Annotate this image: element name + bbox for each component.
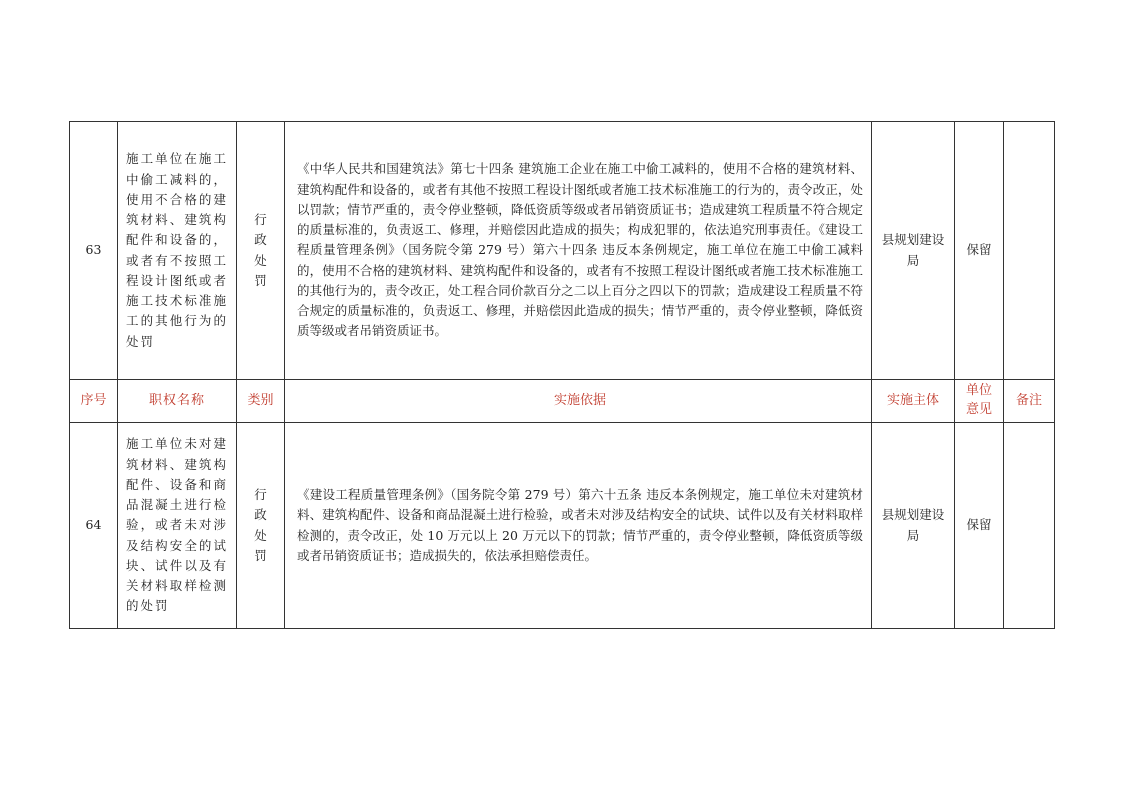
header-body: 实施主体	[872, 380, 955, 423]
header-opinion: 单位意见	[955, 380, 1004, 423]
row-opinion: 保留	[955, 122, 1004, 380]
row-note	[1004, 122, 1055, 380]
row-basis: 《建设工程质量管理条例》（国务院令第 279 号）第六十五条 违反本条例规定，施工单位未对建筑材料、建筑构配件、设备和商品混凝土进行检验，或者未对涉及结构安全的试块、试件以及有关材料取样检测的，责令改正，处 10 万元以上 20 万元以下的罚款；情节严重的，责令停业整顿，降低资质等级或者吊销资质证书；造成损失的，依法承担赔偿责任。	[285, 423, 872, 629]
header-basis: 实施依据	[285, 380, 872, 423]
row-name: 施工单位在施工中偷工减料的，使用不合格的建筑材料、建筑构配件和设备的，或者有不按照工程设计图纸或者施工技术标准施工的其他行为的处罚	[118, 122, 237, 380]
row-opinion: 保留	[955, 423, 1004, 629]
table-header-row	[70, 380, 1055, 423]
row-basis: 《中华人民共和国建筑法》第七十四条 建筑施工企业在施工中偷工减料的，使用不合格的建筑材料、建筑构配件和设备的，或者有其他不按照工程设计图纸或者施工技术标准施工的行为的，责令改正，处以罚款；情节严重的，责令停业整顿，降低资质等级或者吊销资质证书；造成建筑工程质量不符合规定的质量标准的，负责返工、修理，并赔偿因此造成的损失；构成犯罪的，依法追究刑事责任。《建设工程质量管理条例》（国务院令第 279 号）第六十四条 违反本条例规定，施工单位在施工中偷工减料的，使用不合格的建筑材料、建筑构配件和设备的，或者有不按照工程设计图纸或者施工技术标准施工的其他行为的，责令改正，处工程合同价款百分之二以上百分之四以下的罚款；造成建设工程质量不符合规定的质量标准的，负责返工、修理，并赔偿因此造成的损失；情节严重的，责令停业整顿，降低资质等级或者吊销资质证书。	[285, 122, 872, 380]
row-category: 行政处罚	[237, 122, 285, 380]
row-note	[1004, 423, 1055, 629]
row-seq: 64	[70, 423, 118, 629]
row-seq: 63	[70, 122, 118, 380]
authority-table	[69, 121, 1055, 629]
table-row	[70, 423, 1055, 629]
row-name: 施工单位未对建筑材料、建筑构配件、设备和商品混凝土进行检验，或者未对涉及结构安全的试块、试件以及有关材料取样检测的处罚	[118, 423, 237, 629]
row-body: 县规划建设局	[872, 122, 955, 380]
row-body: 县规划建设局	[872, 423, 955, 629]
header-seq: 序号	[70, 380, 118, 423]
row-category: 行政处罚	[237, 423, 285, 629]
header-name: 职权名称	[118, 380, 237, 423]
header-category: 类别	[237, 380, 285, 423]
header-note: 备注	[1004, 380, 1055, 423]
table-row	[70, 122, 1055, 380]
